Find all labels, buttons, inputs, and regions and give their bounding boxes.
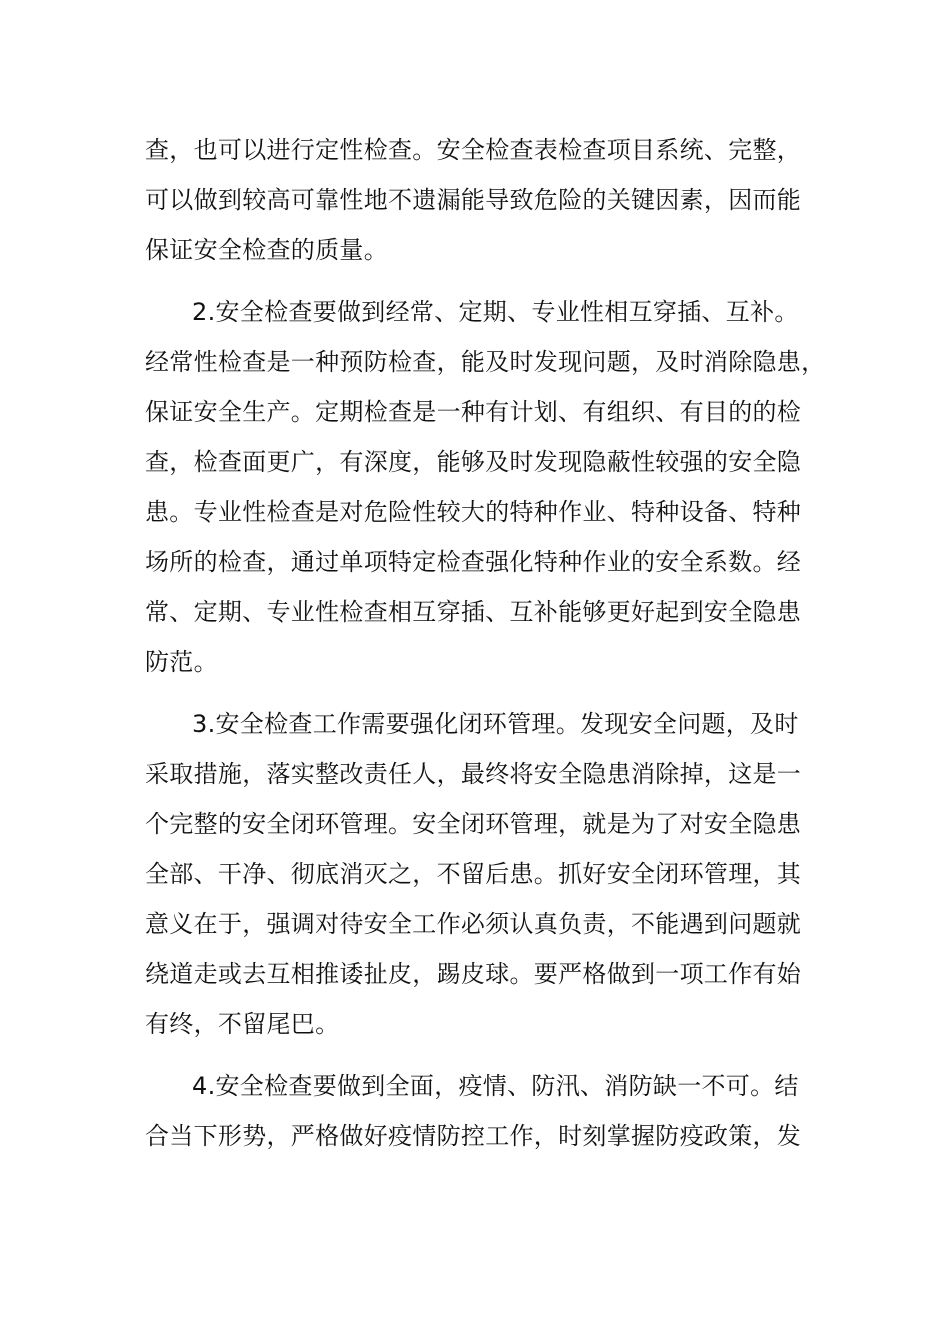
text-line: 防范。 — [145, 648, 218, 676]
text-line: 场所的检查，通过单项特定检查强化特种作业的安全系数。经 — [145, 548, 802, 576]
text-line: 全部、干净、彻底消灭之，不留后患。抓好安全闭环管理，其 — [145, 860, 802, 888]
text-line: 保证安全检查的质量。 — [145, 236, 388, 264]
paragraph-heading: 2.安全检查要做到经常、定期、专业性相互穿插、互补。 — [192, 298, 799, 326]
text-line: 患。专业性检查是对危险性较大的特种作业、特种设备、特种 — [145, 498, 802, 526]
text-line: 采取措施，落实整改责任人，最终将安全隐患消除掉，这是一 — [145, 760, 802, 788]
text-line: 经常性检查是一种预防检查，能及时发现问题，及时消除隐患， — [145, 348, 826, 376]
text-line: 意义在于，强调对待安全工作必须认真负责，不能遇到问题就 — [145, 910, 802, 938]
text-line: 绕道走或去互相推诿扯皮，踢皮球。要严格做到一项工作有始 — [145, 960, 802, 988]
text-line: 常、定期、专业性检查相互穿插、互补能够更好起到安全隐患 — [145, 598, 802, 626]
text-line: 查，检查面更广，有深度，能够及时发现隐蔽性较强的安全隐 — [145, 448, 802, 476]
paragraph-heading: 3.安全检查工作需要强化闭环管理。发现安全问题，及时 — [192, 710, 799, 738]
text-line: 保证安全生产。定期检查是一种有计划、有组织、有目的的检 — [145, 398, 802, 426]
paragraph-heading: 4.安全检查要做到全面，疫情、防汛、消防缺一不可。结 — [192, 1072, 799, 1100]
text-line: 有终，不留尾巴。 — [145, 1010, 340, 1038]
text-line: 查，也可以进行定性检查。安全检查表检查项目系统、完整， — [145, 136, 802, 164]
text-line: 个完整的安全闭环管理。安全闭环管理，就是为了对安全隐患 — [145, 810, 802, 838]
text-line: 合当下形势，严格做好疫情防控工作，时刻掌握防疫政策，发 — [145, 1122, 802, 1150]
text-line: 可以做到较高可靠性地不遗漏能导致危险的关键因素，因而能 — [145, 186, 802, 214]
